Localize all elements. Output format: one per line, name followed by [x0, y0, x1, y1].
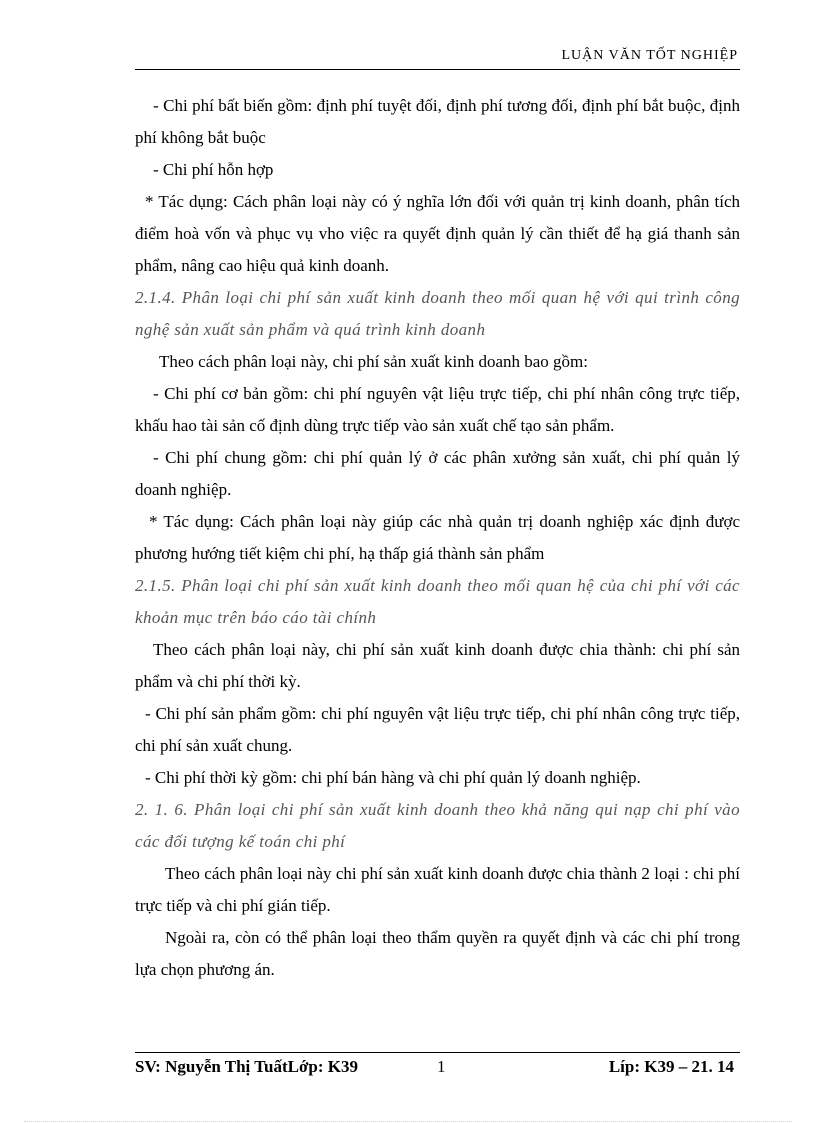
paragraph-classification-intro-1: Theo cách phân loại này, chi phí sản xuất kinh doanh bao gồm:: [159, 352, 588, 371]
paragraph-basic-costs: - Chi phí cơ bản gồm: chi phí nguyên vật liệu trực tiếp, chi phí nhân công trực tiếp, khấu hao tài sản cố định dùng trực tiếp vào sản xuất chế tạo sản phẩm.: [135, 384, 740, 435]
section-heading-2-1-6: 2. 1. 6. Phân loại chi phí sản xuất kinh doanh theo khả năng qui nạp chi phí vào các đối tượng kế toán chi phí: [135, 800, 740, 851]
paragraph-mixed-costs: - Chi phí hỗn hợp: [153, 160, 274, 179]
page-footer: [135, 1057, 740, 1081]
paragraph-classification-intro-2: Theo cách phân loại này, chi phí sản xuất kinh doanh được chia thành: chi phí sản phẩm và chi phí thời kỳ.: [135, 640, 740, 691]
footer-page-number: 1: [437, 1057, 446, 1076]
paragraph-product-costs: - Chi phí sản phẩm gồm: chi phí nguyên vật liệu trực tiếp, chi phí nhân công trực tiếp, chi phí sản xuất chung.: [135, 704, 740, 755]
paragraph-effect-1: * Tác dụng: Cách phân loại này có ý nghĩa lớn đối với quản trị kinh doanh, phân tích điểm hoà vốn và phục vụ vho việc ra quyết định quản lý cần thiết để hạ giá thanh sản phẩm, nâng cao hiệu quả kinh doanh.: [135, 192, 740, 275]
footer-class-code: Líp: K39 – 21. 14: [608, 1057, 734, 1076]
page-bottom-dotted-border: [24, 1121, 792, 1122]
paragraph-other-classification: Ngoài ra, còn có thể phân loại theo thẩm quyền ra quyết định và các chi phí trong lựa chọn phương án.: [135, 928, 740, 979]
document-body: [135, 90, 740, 986]
paragraph-classification-intro-3: Theo cách phân loại này chi phí sản xuất kinh doanh được chia thành 2 loại : chi phí trực tiếp và chi phí gián tiếp.: [135, 864, 740, 915]
footer-student-info: SV: Nguyễn Thị TuấtLớp: K39: [135, 1057, 358, 1076]
header-divider: [135, 69, 740, 70]
paragraph-period-costs: - Chi phí thời kỳ gồm: chi phí bán hàng và chi phí quản lý doanh nghiệp.: [145, 768, 641, 787]
section-heading-2-1-4: 2.1.4. Phân loại chi phí sản xuất kinh doanh theo mối quan hệ với qui trình công nghệ sản xuất sản phẩm và quá trình kinh doanh: [135, 288, 740, 339]
paragraph-fixed-costs: - Chi phí bất biến gồm: định phí tuyệt đối, định phí tương đối, định phí bắt buộc, định phí không bắt buộc: [135, 96, 740, 147]
section-heading-2-1-5: 2.1.5. Phân loại chi phí sản xuất kinh doanh theo mối quan hệ của chi phí với các khoản mục trên báo cáo tài chính: [135, 576, 740, 627]
page-header-title: LUẬN VĂN TỐT NGHIỆP: [561, 48, 738, 63]
paragraph-general-costs: - Chi phí chung gồm: chi phí quản lý ở các phân xưởng sản xuất, chi phí quản lý doanh nghiệp.: [135, 448, 740, 499]
paragraph-effect-2: * Tác dụng: Cách phân loại này giúp các nhà quản trị doanh nghiệp xác định được phương hướng tiết kiệm chi phí, hạ thấp giá thành sản phẩm: [135, 512, 740, 563]
footer-divider: [135, 1052, 740, 1053]
